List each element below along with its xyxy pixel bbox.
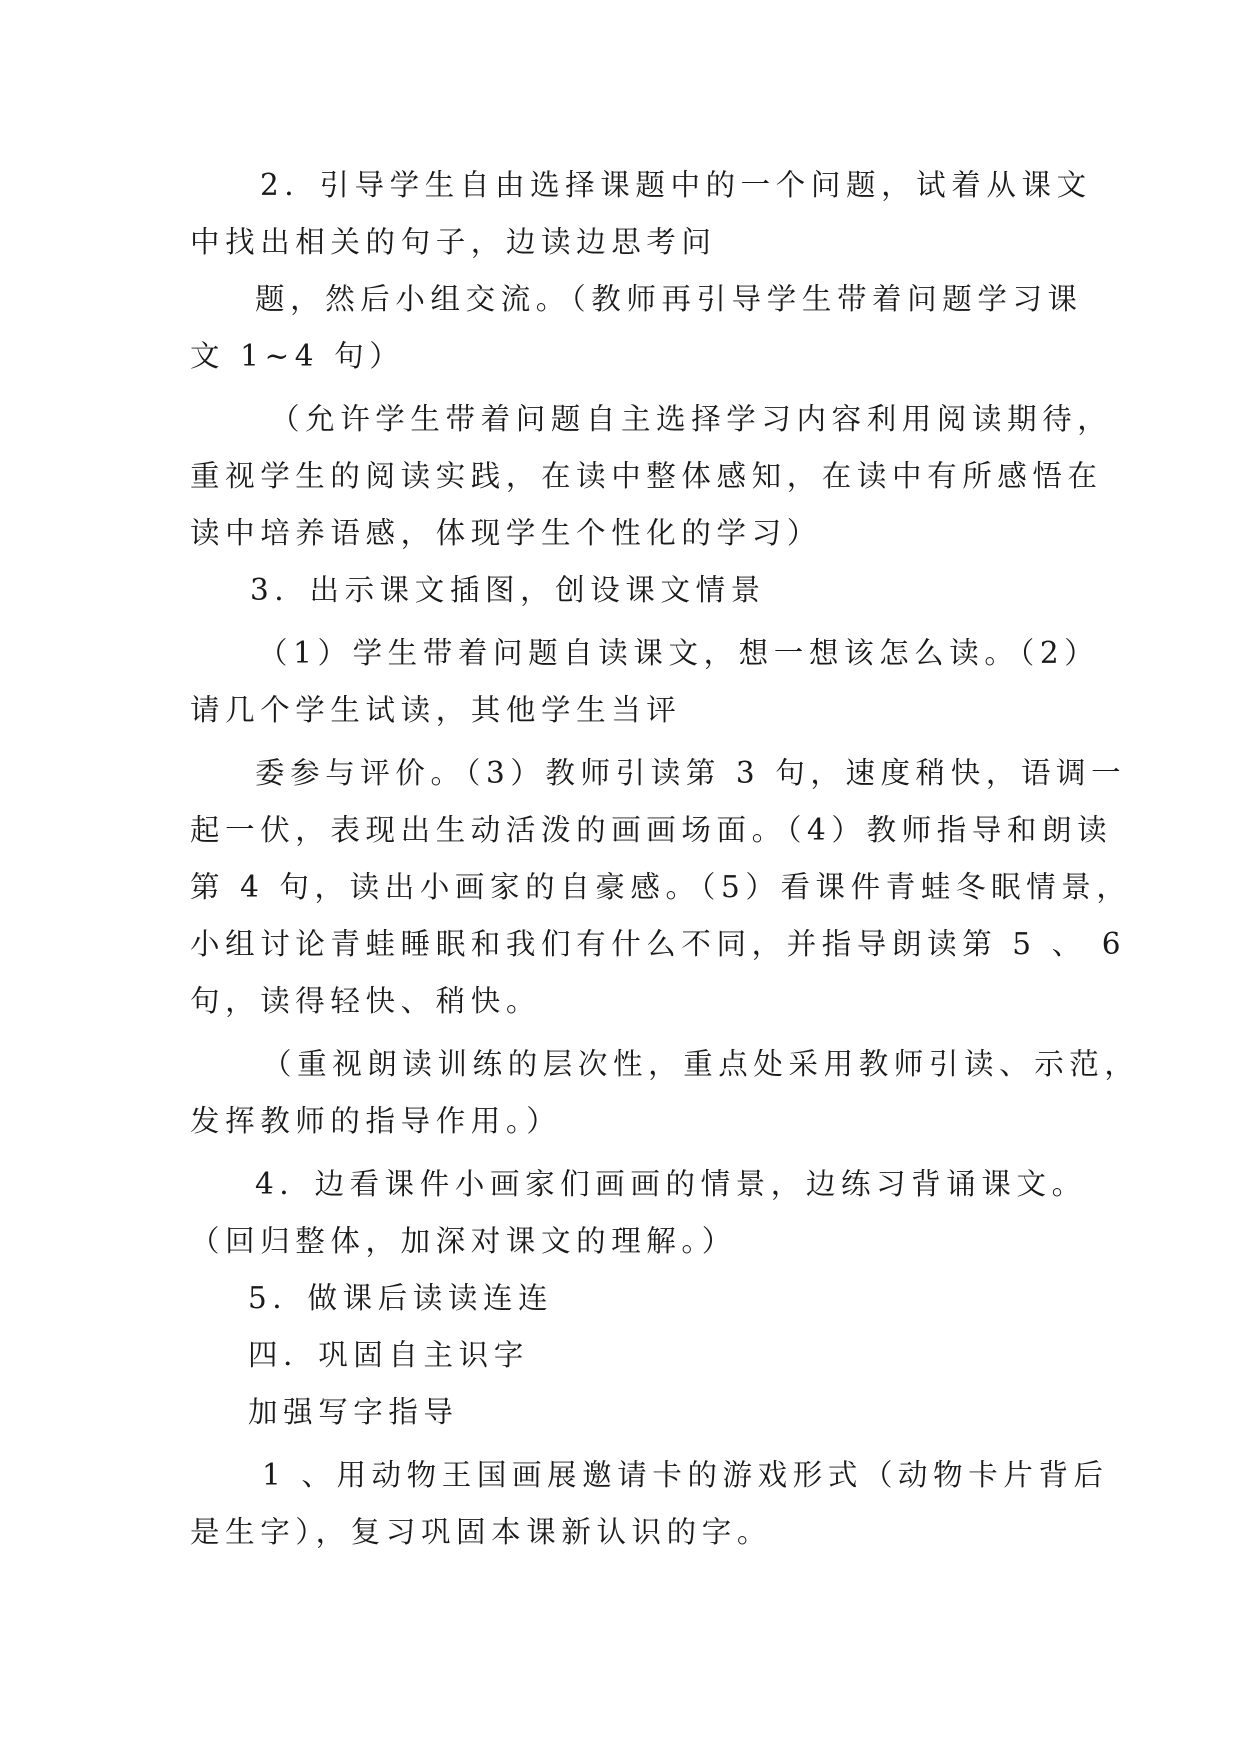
paragraph-line: 请几个学生试读，其他学生当评 <box>190 693 682 727</box>
paragraph-line: 是生字），复习巩固本课新认识的字。 <box>190 1515 772 1549</box>
paragraph-line: （1）学生带着问题自读课文，想一想该怎么读。（2） <box>258 636 1100 670</box>
paragraph-line: （重视朗读训练的层次性，重点处采用教师引读、示范， <box>262 1047 1140 1081</box>
paragraph-line: 3．出示课文插图，创设课文情景 <box>250 573 766 607</box>
paragraph-line: 起一伏，表现出生动活泼的画画场面。（4）教师指导和朗读 <box>190 813 1113 847</box>
paragraph-line: 1 、用动物王国画展邀请卡的游戏形式（动物卡片背后 <box>262 1458 1109 1492</box>
paragraph-line: 小组讨论青蛙睡眠和我们有什么不同，并指导朗读第 5 、 6 <box>190 927 1127 961</box>
paragraph-line: 发挥教师的指导作用。） <box>190 1104 562 1138</box>
section-heading: 加强写字指导 <box>248 1395 459 1429</box>
paragraph-line: 句，读得轻快、稍快。 <box>190 984 542 1018</box>
paragraph-line: 委参与评价。（3）教师引读第 3 句，速度稍快，语调一 <box>255 756 1127 790</box>
paragraph-line: 中找出相关的句子，边读边思考问 <box>190 225 717 259</box>
paragraph-line: 第 4 句，读出小画家的自豪感。（5）看课件青蛙冬眠情景， <box>190 870 1132 904</box>
paragraph-line: 4．边看课件小画家们画画的情景，边练习背诵课文。 <box>255 1167 1087 1201</box>
paragraph-line: （回归整体，加深对课文的理解。） <box>190 1224 737 1258</box>
paragraph-line: 重视学生的阅读实践，在读中整体感知，在读中有所感悟在 <box>190 459 1103 493</box>
paragraph-line: 题，然后小组交流。（教师再引导学生带着问题学习课 <box>255 282 1083 316</box>
paragraph-line: 读中培养语感，体现学生个性化的学习） <box>190 516 822 550</box>
paragraph-line: （允许学生带着问题自主选择学习内容利用阅读期待， <box>270 402 1113 436</box>
paragraph-line: 文 1~4 句） <box>190 339 405 373</box>
paragraph-line: 2．引导学生自由选择课题中的一个问题，试着从课文 <box>260 168 1092 202</box>
section-heading: 5．做课后读读连连 <box>248 1281 554 1315</box>
section-heading: 四．巩固自主识字 <box>248 1338 529 1372</box>
